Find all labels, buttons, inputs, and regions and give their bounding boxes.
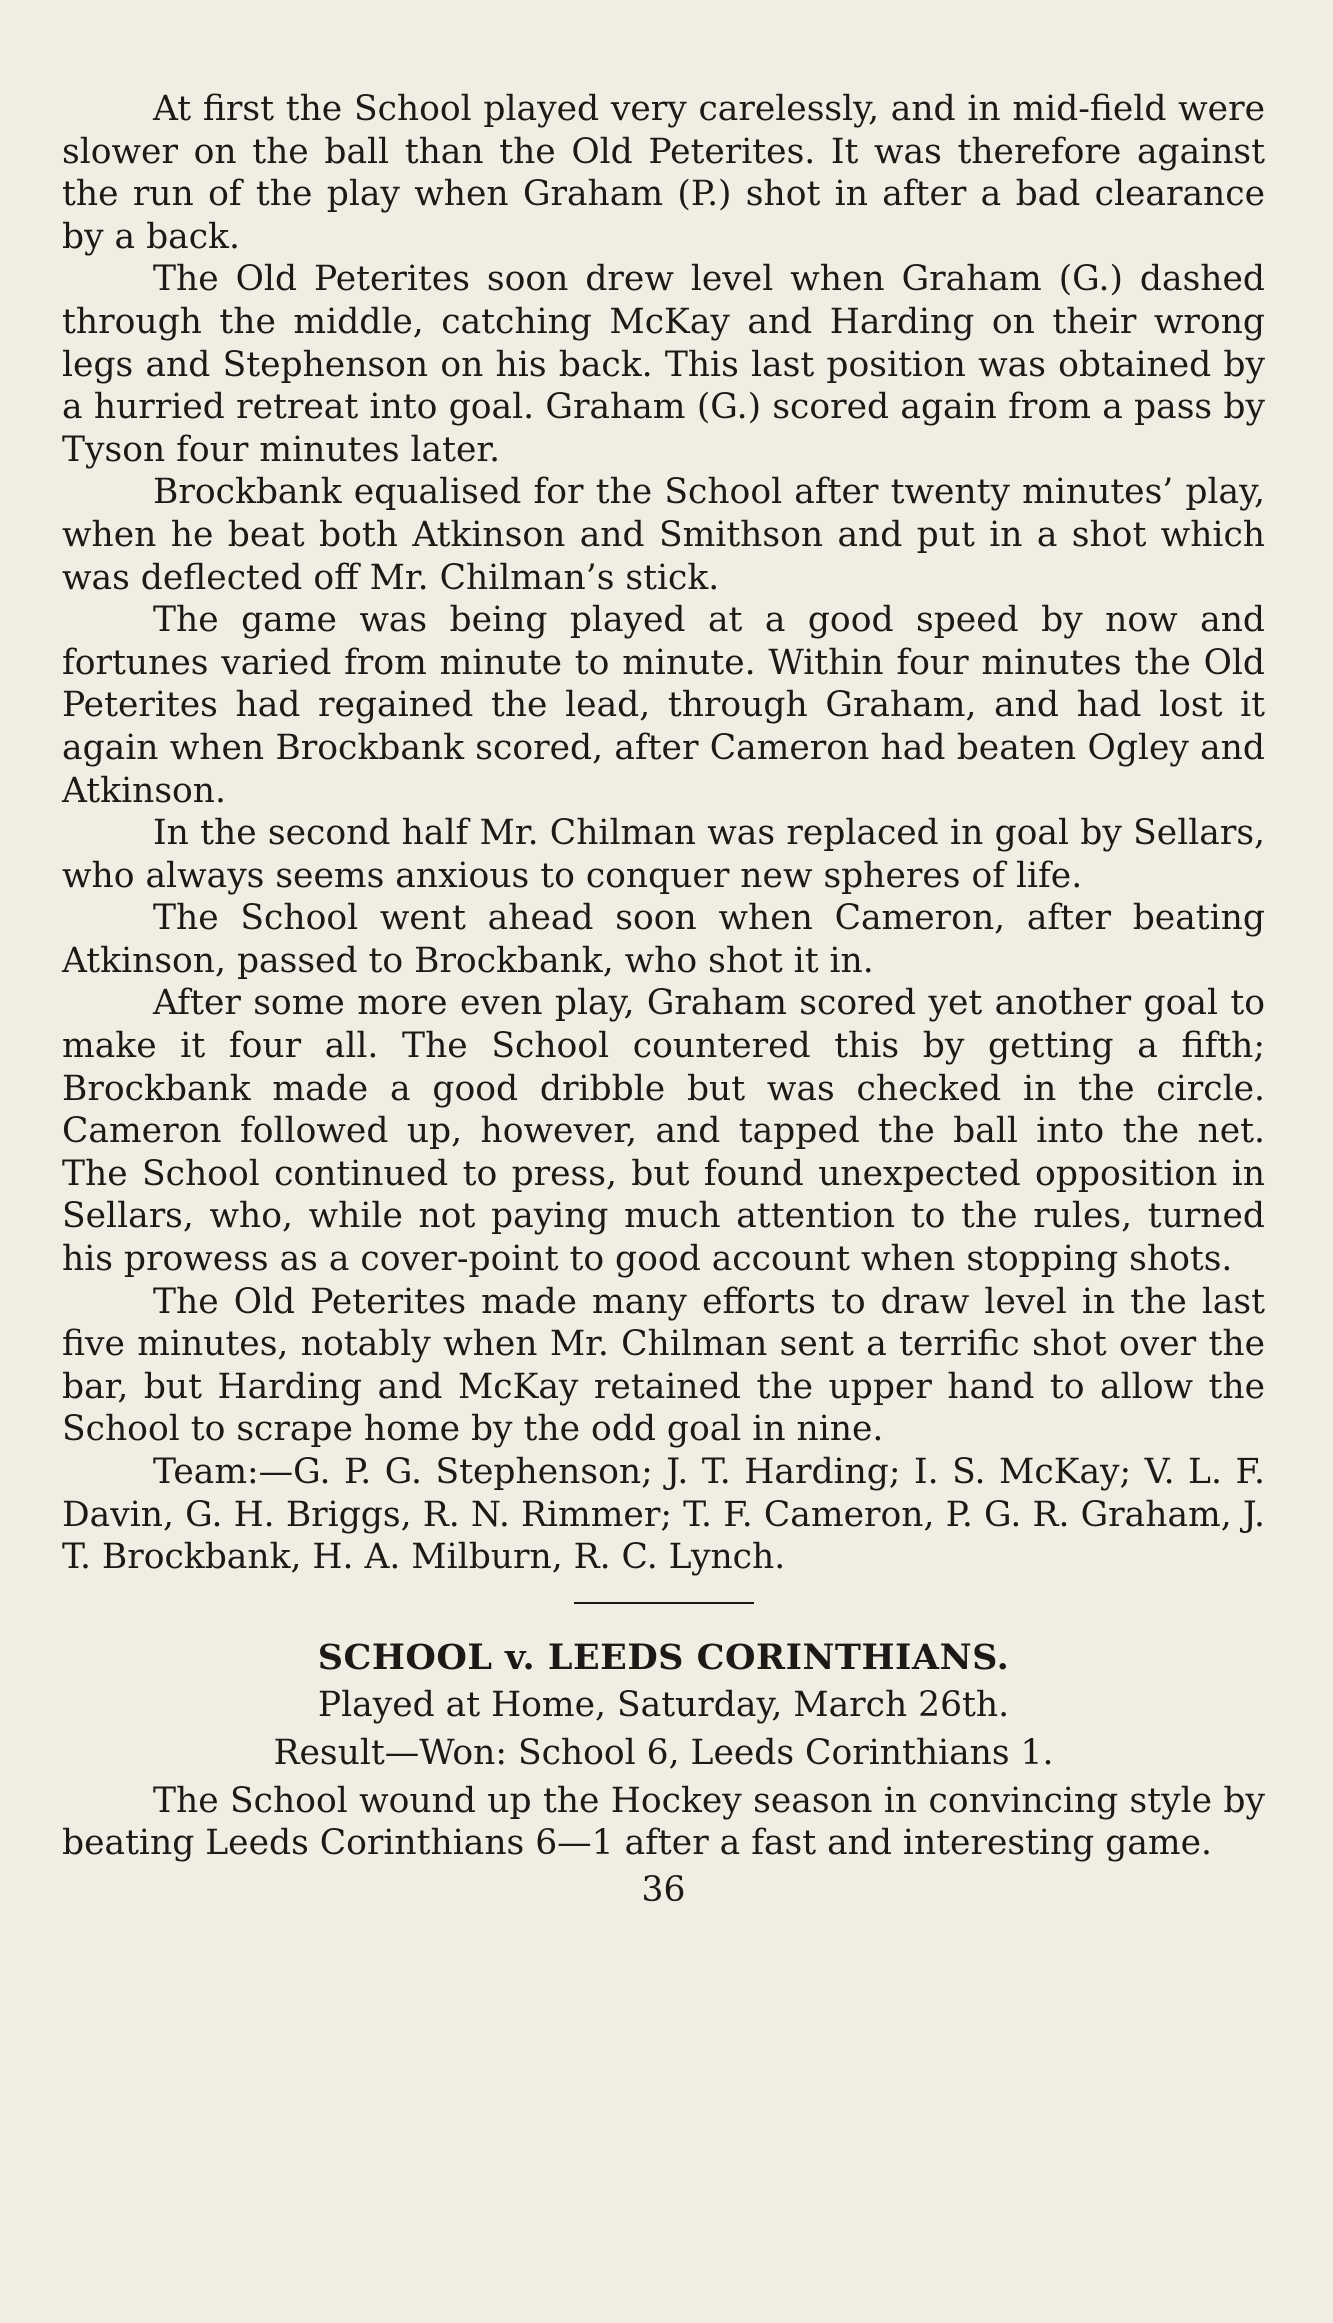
match-venue: Played at Home, Saturday, March 26th. bbox=[317, 1685, 1010, 1726]
report-paragraph: At first the School played very carelessly, and in mid-field were slower on the ball than the Old Peterites. It was therefore against the run of the play when Graham (P.) shot in after a bad clearance by a back. bbox=[62, 89, 1265, 257]
report-paragraph: Brockbank equalised for the School after twenty minutes’ play, when he beat both Atkinson and Smithson and put in a shot which was deflected off Mr. Chilman’s stick. bbox=[62, 472, 1265, 598]
report-paragraph: The School went ahead soon when Cameron, after beating Atkinson, passed to Brockbank, who shot it in. bbox=[62, 898, 1265, 981]
report-paragraph: The Old Peterites soon drew level when Graham (G.) dashed through the middle, catching McKay and Harding on their wrong legs and Stephenson on his back. This last position was obtained by a hurried retreat into goal. Graham (G.) scored again from a pass by Tyson four minutes later. bbox=[62, 259, 1265, 470]
match-report-paragraph: The School wound up the Hockey season in convincing style by beating Leeds Corinthians 6—1 after a fast and interesting game. bbox=[62, 1780, 1265, 1864]
report-paragraph: After some more even play, Graham scored yet another goal to make it four all. The School countered this by getting a fifth; Brockbank made a good dribble but was checked in the circle. Cameron followed up, however, and tapped the ball into the net. The School continued to press, but found unexpected opposition in Sellars, who, while not paying much attention to the rules, turned his prowess as a cover-point to good account when stopping shots. bbox=[62, 983, 1265, 1280]
section-divider bbox=[574, 1602, 754, 1604]
match-result: Result—Won: School 6, Leeds Corinthians 1. bbox=[273, 1732, 1054, 1773]
team-list: Team:—G. P. G. Stephenson; J. T. Harding; I. S. McKay; V. L. F. Davin, G. H. Briggs, R. N. Rimmer; T. F. Cameron, P. G. R. Graham, J. T. Brockbank, H. A. Milburn, R. C. Lynch. bbox=[62, 1452, 1265, 1578]
report-paragraph: The Old Peterites made many efforts to draw level in the last five minutes, notably when Mr. Chilman sent a terrific shot over the bar, but Harding and McKay retained the upper hand to allow the School to scrape home by the odd goal in nine. bbox=[62, 1281, 1265, 1450]
page-number: 36 bbox=[641, 1869, 686, 1910]
report-paragraph: The game was being played at a good speed by now and fortunes varied from minute to minute. Within four minutes the Old Peterites had regained the lead, through Graham, and had lost it again when Brockbank scored, after Cameron had beaten Ogley and Atkinson. bbox=[62, 600, 1265, 811]
report-paragraph: In the second half Mr. Chilman was replaced in goal by Sellars, who always seems anxious to conquer new spheres of life. bbox=[62, 813, 1265, 896]
match-heading: SCHOOL v. LEEDS CORINTHIANS. bbox=[317, 1636, 1010, 1678]
